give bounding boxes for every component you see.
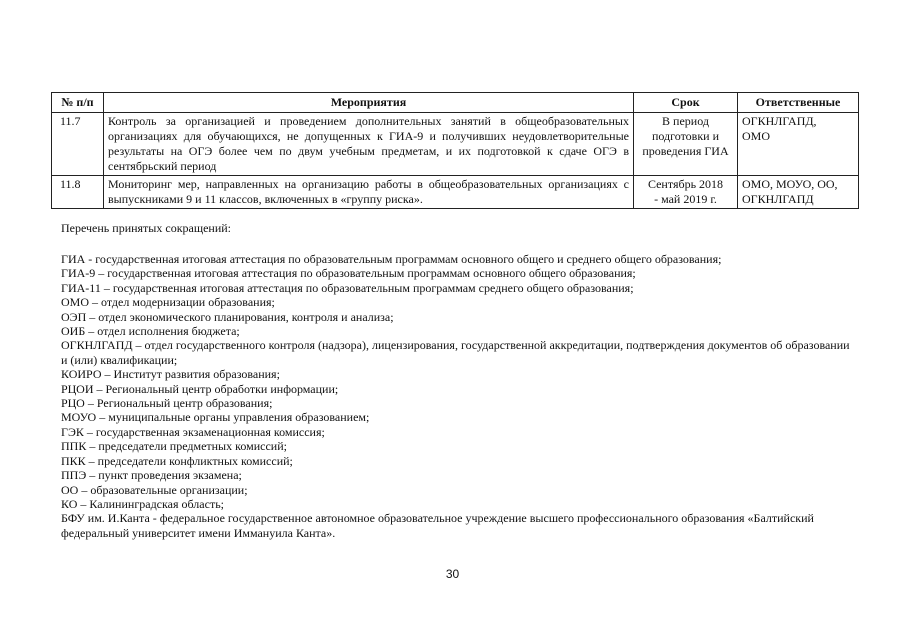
abbreviation-item: ОГКНЛГАПД – отдел государственного контроля (надзора), лицензирования, государственной аккредитации, подтверждения документов об образовании и (или) квалификации; [61, 338, 850, 367]
abbreviation-item: ОМО – отдел модернизации образования; [61, 295, 275, 310]
header-responsible: Ответственные [738, 93, 859, 113]
row-responsible [738, 176, 859, 209]
term-line: В период [662, 114, 709, 128]
table-header-row [52, 93, 859, 113]
table-row [52, 176, 859, 209]
term-line: - май 2019 г. [654, 192, 717, 206]
abbreviation-item: ОО – образовательные организации; [61, 482, 248, 497]
abbreviation-item: БФУ им. И.Канта - федеральное государственное автономное образовательное учреждение высшего профессионального образования «Балтийский федеральный университет имени Иммануила Канта». [61, 511, 814, 540]
abbreviation-item: ГИА-11 – государственная итоговая аттестация по образовательным программам среднего общего образования; [61, 280, 634, 295]
row-responsible [738, 113, 859, 176]
abbreviation-item: ГИА-9 – государственная итоговая аттестация по образовательным программам основного общего образования; [61, 266, 636, 281]
row-number: 11.8 [52, 176, 104, 209]
abbreviation-item: ОЭП – отдел экономического планирования, контроля и анализа; [61, 309, 394, 324]
header-term: Срок [634, 93, 738, 113]
abbreviations-title: Перечень принятых сокращений: [61, 221, 232, 235]
header-events: Мероприятия [104, 93, 634, 113]
row-event: Мониторинг мер, направленных на организацию работы в общеобразовательных организациях с выпускниками 9 и 11 классов, включенных в «группу риска». [104, 176, 634, 209]
abbreviation-item: РЦОИ – Региональный центр обработки информации; [61, 381, 339, 396]
abbreviations-list [61, 252, 851, 540]
header-number: № п/п [52, 93, 104, 113]
abbreviation-item: МОУО – муниципальные органы управления образованием; [61, 410, 370, 425]
abbreviation-item: КО – Калининградская область; [61, 496, 224, 511]
responsible-line: ОГКНЛГАПД [742, 192, 814, 206]
abbreviation-item: ППЭ – пункт проведения экзамена; [61, 468, 242, 483]
row-term [634, 176, 738, 209]
responsible-line: ОМО [742, 129, 771, 143]
responsible-line: ОГКНЛГАПД, [742, 114, 817, 128]
responsible-line: ОМО, МОУО, ОО, [742, 177, 838, 191]
events-table [51, 92, 859, 209]
abbreviation-item: КОИРО – Институт развития образования; [61, 367, 280, 382]
term-line: проведения ГИА [642, 144, 729, 158]
abbreviation-item: ОИБ – отдел исполнения бюджета; [61, 324, 240, 339]
abbreviation-item: ПКК – председатели конфликтных комиссий; [61, 453, 293, 468]
term-line: подготовки и [651, 129, 720, 143]
row-term [634, 113, 738, 176]
row-event: Контроль за организацией и проведением дополнительных занятий в общеобразовательных организациях для обучающихся, не допущенных к ГИА-9 и получивших неудовлетворительные результаты на ОГЭ более чем по двум учебным предметам, и их подготовкой к сдаче ОГЭ в сентябрьский период [104, 113, 634, 176]
abbreviation-item: ГЭК – государственная экзаменационная комиссия; [61, 424, 325, 439]
row-number: 11.7 [52, 113, 104, 176]
term-line: Сентябрь 2018 [647, 177, 724, 191]
abbreviation-item: ППК – председатели предметных комиссий; [61, 439, 287, 454]
page-number: 30 [445, 567, 460, 581]
abbreviation-item: ГИА - государственная итоговая аттестация по образовательным программам основного общего и среднего общего образования; [61, 252, 722, 266]
table-row [52, 113, 859, 176]
abbreviation-item: РЦО – Региональный центр образования; [61, 396, 273, 411]
